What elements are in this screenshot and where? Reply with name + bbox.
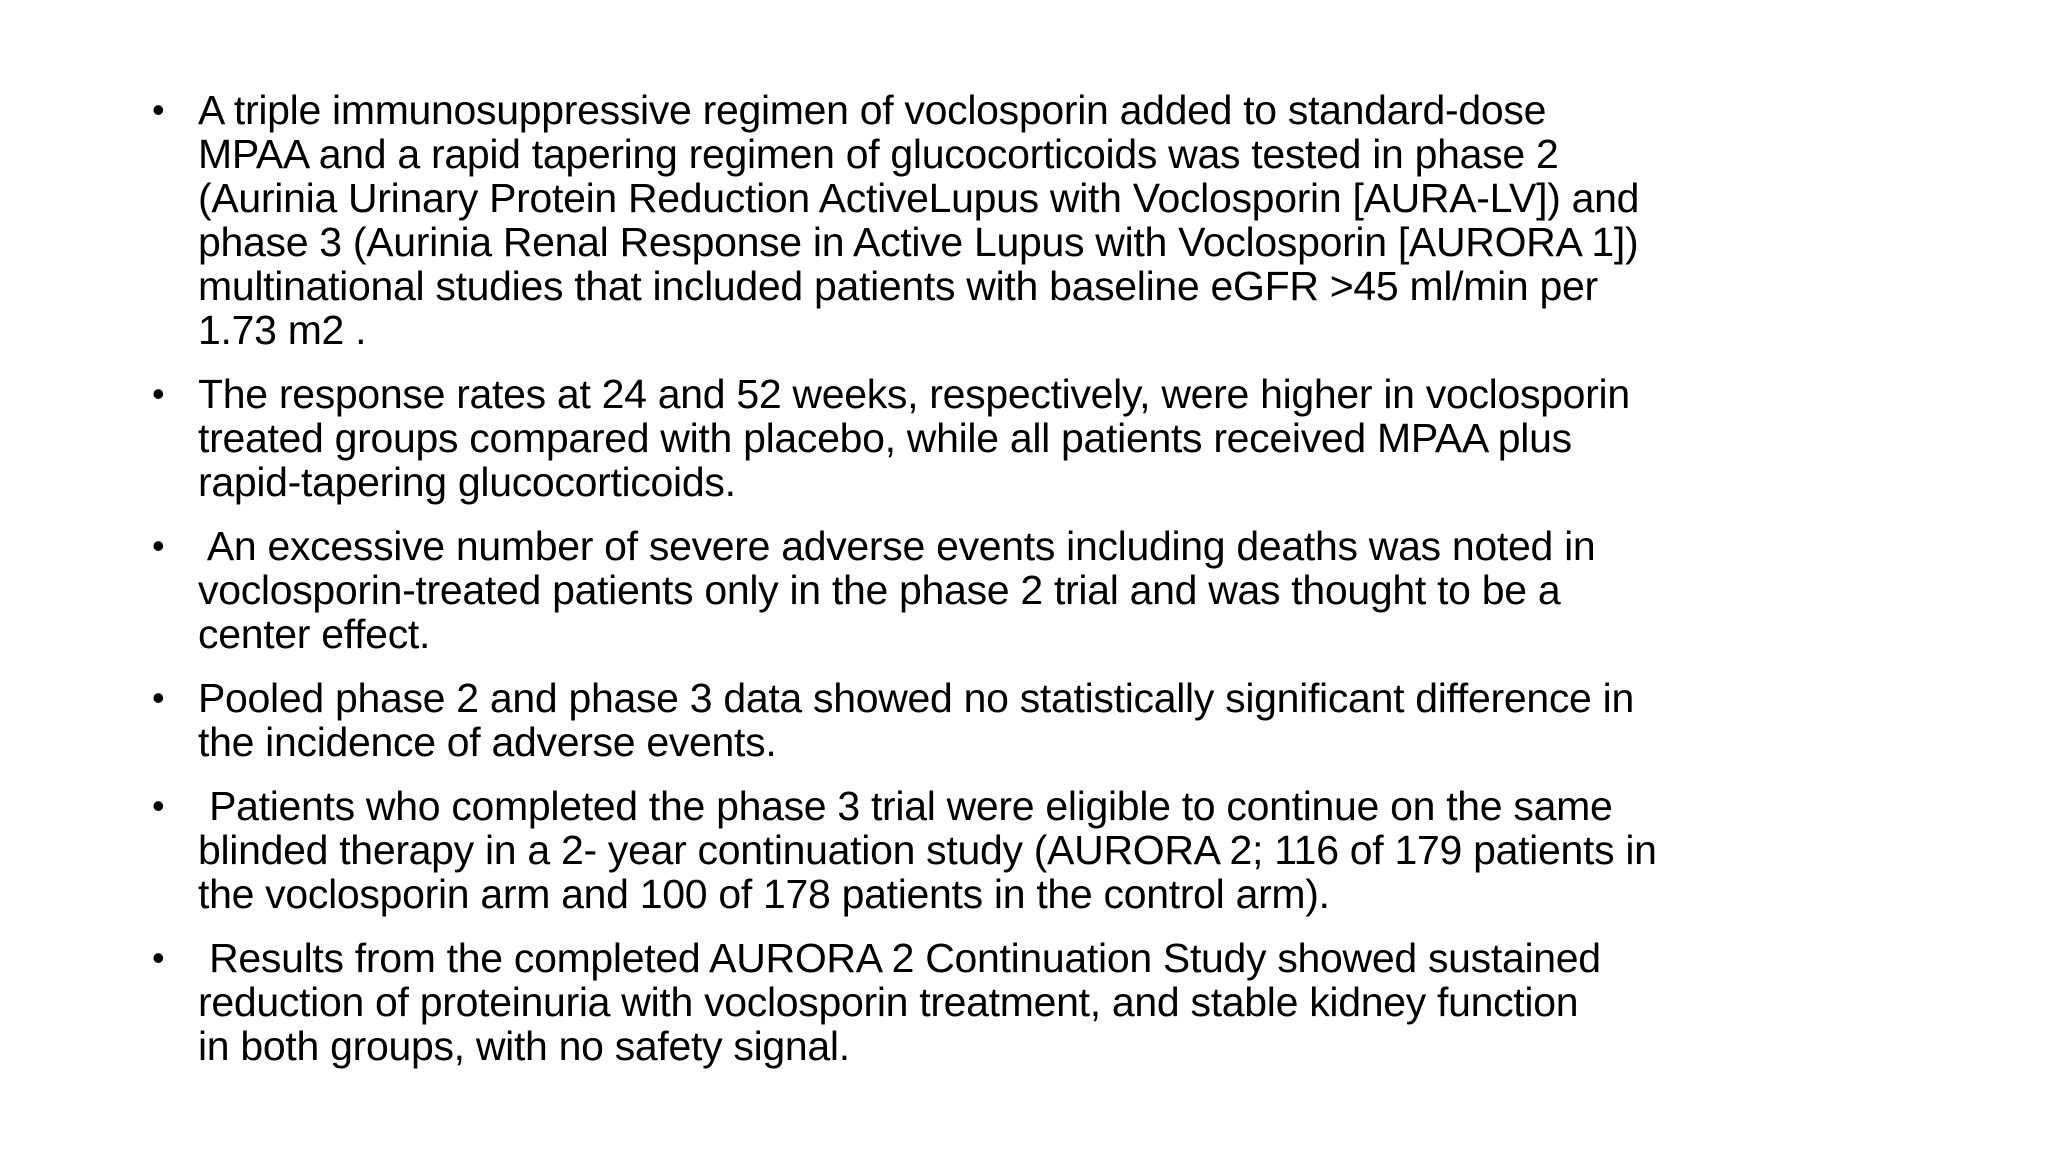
bullet-line: multinational studies that included patients with baseline eGFR >45 ml/min per xyxy=(198,263,1598,309)
bullet-icon: • xyxy=(152,937,165,978)
bullet-line: phase 3 (Aurinia Renal Response in Active Lupus with Voclosporin [AURORA 1]) xyxy=(198,219,1639,265)
bullet-icon: • xyxy=(152,677,165,718)
bullet-line: A triple immunosuppressive regimen of voclosporin added to standard-dose xyxy=(198,87,1547,133)
bullet-line: MPAA and a rapid tapering regimen of glucocorticoids was tested in phase 2 xyxy=(198,131,1559,177)
bullet-item-4 xyxy=(150,676,1910,764)
bullet-line: the incidence of adverse events. xyxy=(198,719,777,765)
bullet-icon: • xyxy=(152,785,165,826)
bullet-line: (Aurinia Urinary Protein Reduction ActiveLupus with Voclosporin [AURA-LV]) and xyxy=(198,175,1640,221)
bullet-line: rapid-tapering glucocorticoids. xyxy=(198,459,736,505)
bullet-line: in both groups, with no safety signal. xyxy=(198,1023,850,1069)
bullet-line: reduction of proteinuria with voclosporin treatment, and stable kidney function xyxy=(198,979,1579,1025)
bullet-line: 1.73 m2 . xyxy=(198,307,367,353)
bullet-line: voclosporin-treated patients only in the phase 2 trial and was thought to be a xyxy=(198,567,1561,613)
bullet-item-2 xyxy=(150,372,1910,504)
bullet-icon: • xyxy=(152,525,165,566)
bullet-line: Patients who completed the phase 3 trial were eligible to continue on the same xyxy=(198,783,1613,829)
bullet-icon: • xyxy=(152,89,165,130)
bullet-line: center effect. xyxy=(198,611,431,657)
bullet-line: the voclosporin arm and 100 of 178 patients in the control arm). xyxy=(198,871,1330,917)
bullet-item-3 xyxy=(150,524,1910,656)
bullet-line: treated groups compared with placebo, while all patients received MPAA plus xyxy=(198,415,1572,461)
bullet-line: Results from the completed AURORA 2 Continuation Study showed sustained xyxy=(198,935,1601,981)
bullet-item-5 xyxy=(150,784,1910,916)
bullet-item-1 xyxy=(150,88,1910,352)
bullet-item-6 xyxy=(150,936,1910,1068)
bullet-line: blinded therapy in a 2- year continuation study (AURORA 2; 116 of 179 patients in xyxy=(198,827,1657,873)
bullet-icon: • xyxy=(152,373,165,414)
bullet-line: An excessive number of severe adverse events including deaths was noted in xyxy=(198,523,1596,569)
bullet-line: Pooled phase 2 and phase 3 data showed no statistically significant difference in xyxy=(198,675,1634,721)
bullet-list xyxy=(150,88,1910,1088)
bullet-line: The response rates at 24 and 52 weeks, respectively, were higher in voclosporin xyxy=(198,371,1630,417)
